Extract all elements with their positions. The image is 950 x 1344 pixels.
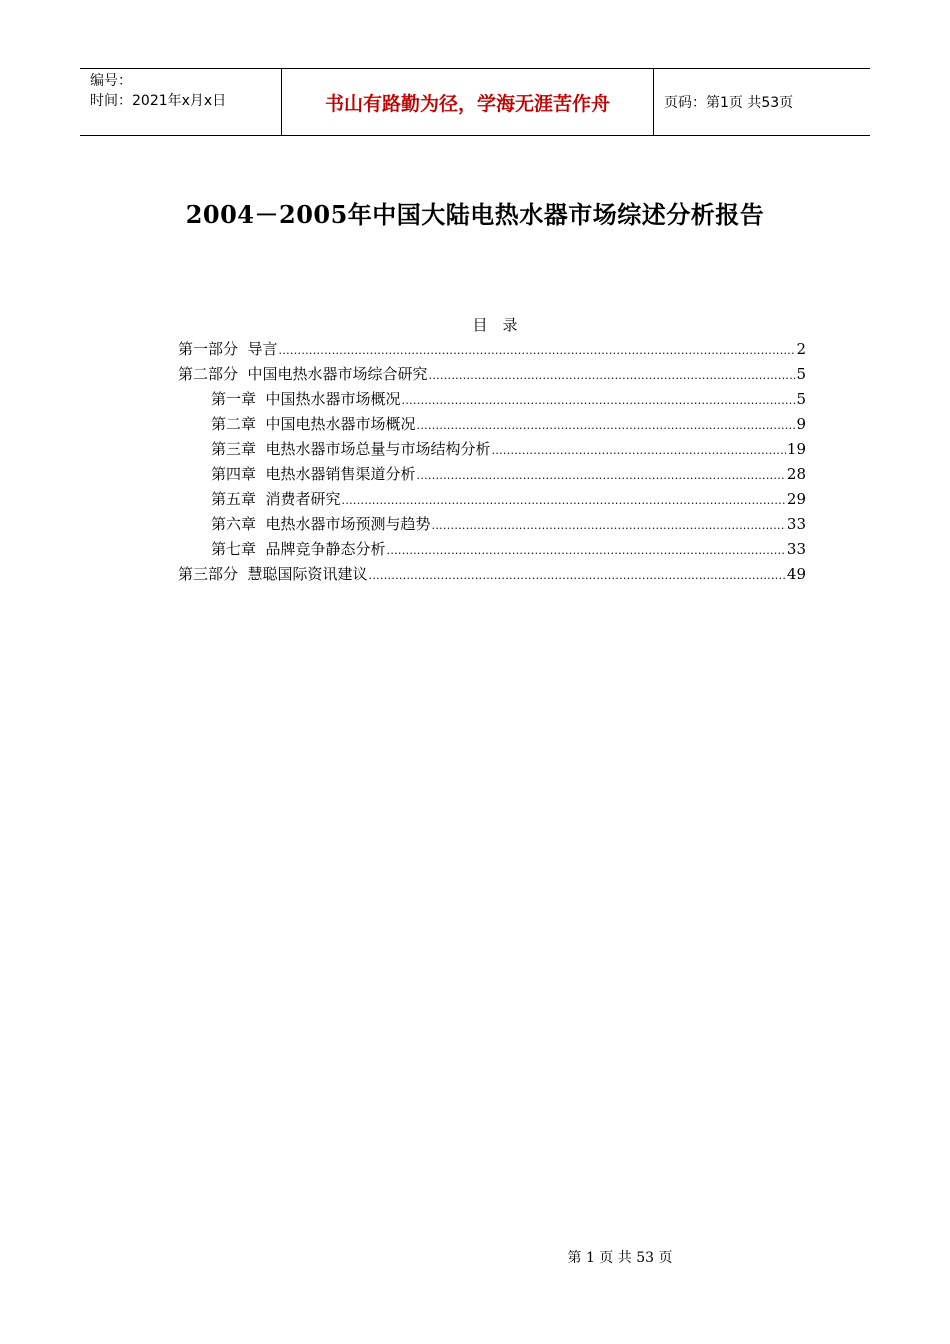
toc-entry-text: 第三章 电热水器市场总量与市场结构分析 [211,440,491,458]
toc-entry[interactable] [178,337,806,362]
toc-entry[interactable] [178,512,806,537]
serial-number-label: 编号： [90,73,132,89]
toc-entry[interactable] [178,412,806,437]
toc-leader-dots [402,388,796,413]
toc-entry-text: 第六章 电热水器市场预测与趋势 [211,515,431,533]
toc-leader-dots [342,488,786,513]
page-info-text: 页码：第1页 共53页 [664,95,794,111]
toc-entry-page: 28 [786,465,806,483]
toc-entry-text: 第四章 电热水器销售渠道分析 [211,465,416,483]
toc-entry-page: 29 [786,490,806,508]
toc-entry[interactable] [178,562,806,587]
toc-heading: 目 录 [472,316,518,334]
toc-entry-page: 5 [796,390,806,408]
toc-entry-page: 2 [796,340,806,358]
toc-leader-dots [387,538,786,563]
document-title: 2004－2005年中国大陆电热水器市场综述分析报告 [185,200,765,229]
toc-entry-page: 19 [786,440,806,458]
toc-entry-text: 第一章 中国热水器市场概况 [211,390,401,408]
toc-entry-text: 第五章 消费者研究 [211,490,341,508]
motto-text: 书山有路勤为径，学海无涯苦作舟 [324,92,610,115]
toc-entry-page: 9 [796,415,806,433]
toc-entry-text: 第一部分 导言 [178,340,278,358]
toc-entry[interactable] [178,487,806,512]
toc-entry-page: 33 [786,540,806,558]
toc-entry-page: 5 [796,365,806,383]
toc-entry-page: 49 [786,565,806,583]
header-motto-cell [281,69,654,135]
toc-leader-dots [417,463,786,488]
toc-entry-text: 第二章 中国电热水器市场概况 [211,415,416,433]
toc-entry[interactable] [178,362,806,387]
toc-entry-text: 第二部分 中国电热水器市场综合研究 [178,365,428,383]
toc-leader-dots [279,338,796,363]
toc-leader-dots [432,513,786,538]
time-label: 时间：2021年x月x日 [90,93,227,109]
toc-leader-dots [369,563,786,588]
toc-entry[interactable] [178,537,806,562]
toc-entry-text: 第三部分 慧聪国际资讯建议 [178,565,368,583]
header-table [80,68,870,136]
header-page-cell [654,69,870,135]
toc-leader-dots [492,438,786,463]
toc-leader-dots [417,413,796,438]
toc-entry[interactable] [178,387,806,412]
toc-entry[interactable] [178,437,806,462]
toc-entry-page: 33 [786,515,806,533]
page-footer: 第 1 页 共 53 页 [567,1250,673,1266]
toc-entry[interactable] [178,462,806,487]
table-of-contents [178,337,806,587]
header-meta-cell [80,69,281,135]
toc-entry-text: 第七章 品牌竞争静态分析 [211,540,386,558]
toc-leader-dots [429,363,796,388]
